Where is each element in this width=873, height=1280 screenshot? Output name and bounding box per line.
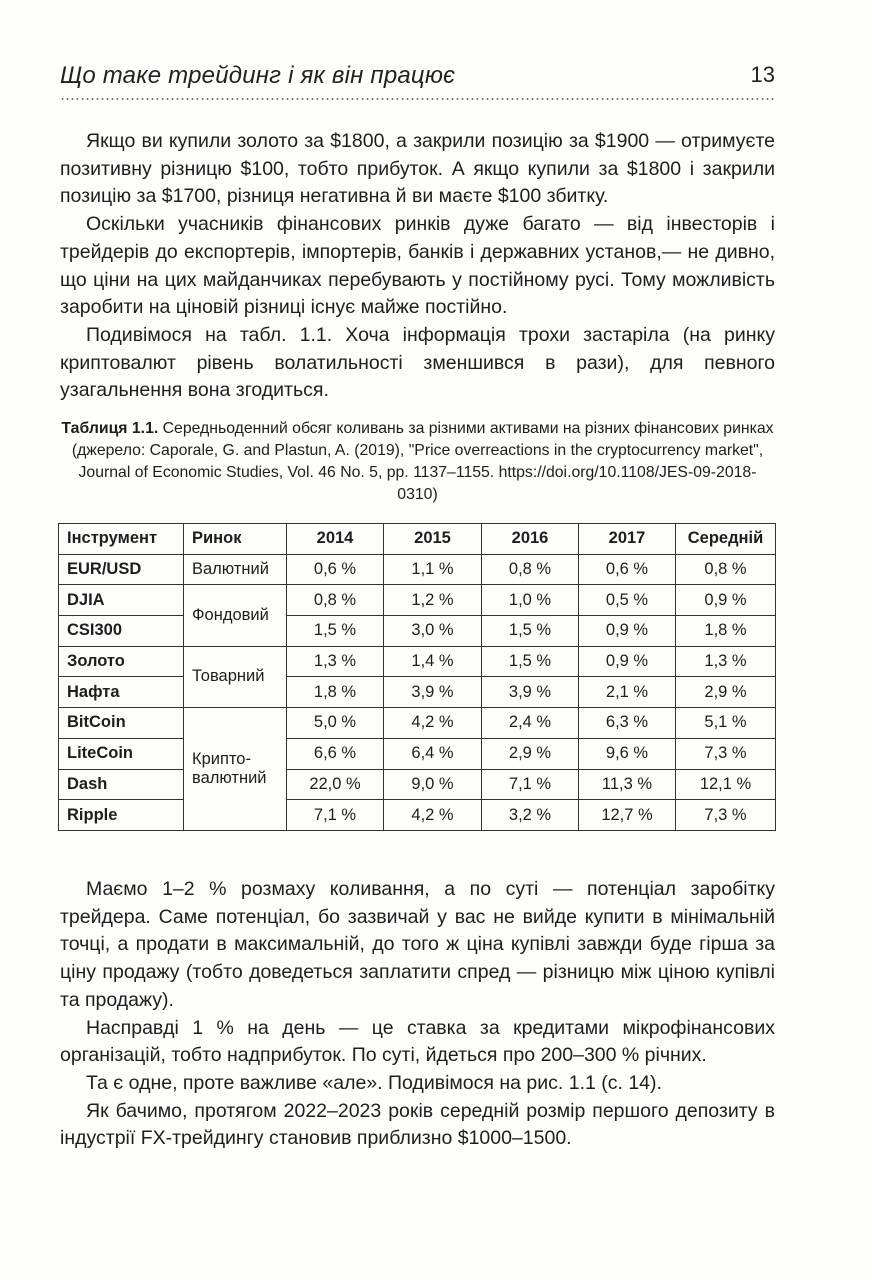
- table-row: [59, 616, 776, 647]
- value-cell: 1,8 %: [287, 677, 384, 708]
- value-cell: 2,4 %: [482, 708, 579, 739]
- value-cell: 7,1 %: [482, 769, 579, 800]
- instrument-cell: Dash: [59, 769, 184, 800]
- value-cell: 22,0 %: [287, 769, 384, 800]
- paragraph: Маємо 1–2 % розмаху коливання, а по суті — потенціал заробітку трейдера. Саме потенціал, бо зазвичай у вас не вийде купити в мінімальній точці, а продати в максимальній, до того ж ціна купівлі завжди буде гірша за ціну продажу (тобто доведеться заплатити спред — різницю між ціною купівлі та продажу).: [60, 878, 775, 1011]
- value-cell: 12,1 %: [676, 769, 776, 800]
- paragraph: Подивімося на табл. 1.1. Хоча інформація трохи застаріла (на ринку криптовалют рівень волатильності зменшився в рази), для певного узагальнення вона згодиться.: [60, 323, 775, 402]
- value-cell: 0,6 %: [287, 554, 384, 585]
- value-cell: 0,9 %: [579, 616, 676, 647]
- value-cell: 2,1 %: [579, 677, 676, 708]
- paragraph: Оскільки учасників фінансових ринків дуже багато — від інвесторів і трейдерів до експортерів, імпортерів, банків і державних установ,— не дивно, що ціни на цих майданчиках перебувають у постійному русі. Тому можливість заробити на ціновій різниці існує майже постійно.: [60, 213, 775, 319]
- dotted-divider: [60, 98, 775, 100]
- paragraph: Якщо ви купили золото за $1800, а закрили позицію за $1900 — отримуєте позитивну різницю $100, тобто прибуток. А якщо купили за $1800 і закрили позицію за $1700, різниця негативна й ви маєте $100 збитку.: [60, 130, 775, 208]
- value-cell: 5,0 %: [287, 708, 384, 739]
- value-cell: 1,2 %: [384, 585, 482, 616]
- value-cell: 7,1 %: [287, 800, 384, 831]
- value-cell: 0,8 %: [482, 554, 579, 585]
- value-cell: 1,1 %: [384, 554, 482, 585]
- table-row: [59, 769, 776, 800]
- table-row: [59, 738, 776, 769]
- instrument-cell: LiteCoin: [59, 738, 184, 769]
- volatility-table: [58, 523, 776, 831]
- column-header-2017: 2017: [579, 524, 676, 555]
- value-cell: 4,2 %: [384, 708, 482, 739]
- market-cell: Валютний: [184, 554, 287, 585]
- paragraph: Як бачимо, протягом 2022–2023 років середній розмір першого депозиту в індустрії FX-трейдингу становив приблизно $1000–1500.: [60, 1099, 775, 1150]
- instrument-cell: EUR/USD: [59, 554, 184, 585]
- value-cell: 0,8 %: [676, 554, 776, 585]
- chapter-title: Що таке трейдинг і як він працює: [60, 62, 456, 89]
- instrument-cell: CSI300: [59, 616, 184, 647]
- value-cell: 5,1 %: [676, 708, 776, 739]
- value-cell: 1,5 %: [482, 646, 579, 677]
- value-cell: 1,0 %: [482, 585, 579, 616]
- table-row: [59, 646, 776, 677]
- value-cell: 1,3 %: [676, 646, 776, 677]
- value-cell: 1,5 %: [287, 616, 384, 647]
- table-row: [59, 800, 776, 831]
- value-cell: 7,3 %: [676, 800, 776, 831]
- paragraph: Та є одне, проте важливе «але». Подивімося на рис. 1.1 (с. 14).: [86, 1071, 662, 1094]
- value-cell: 0,9 %: [676, 585, 776, 616]
- value-cell: 3,0 %: [384, 616, 482, 647]
- value-cell: 9,6 %: [579, 738, 676, 769]
- value-cell: 0,5 %: [579, 585, 676, 616]
- column-header-market: Ринок: [184, 524, 287, 555]
- value-cell: 4,2 %: [384, 800, 482, 831]
- instrument-cell: DJIA: [59, 585, 184, 616]
- value-cell: 0,6 %: [579, 554, 676, 585]
- value-cell: 3,9 %: [384, 677, 482, 708]
- market-cell: Крипто-валютний: [184, 708, 287, 831]
- column-header-2015: 2015: [384, 524, 482, 555]
- market-cell: Фондовий: [184, 585, 287, 646]
- value-cell: 0,8 %: [287, 585, 384, 616]
- value-cell: 11,3 %: [579, 769, 676, 800]
- instrument-cell: Нафта: [59, 677, 184, 708]
- table-caption-text: Середньоденний обсяг коливань за різними активами на різних фінансових ринках (джерело: Caporale, G. and Plastun, A. (2019), "Price overreactions in the cryptocurrency market", Journal of Economic Studies, Vol. 46 No. 5, pp. 1137–1155. https://doi.org/10.1108/JES-09-2018-0310): [71, 420, 774, 503]
- value-cell: 9,0 %: [384, 769, 482, 800]
- value-cell: 0,9 %: [579, 646, 676, 677]
- table-row: [59, 677, 776, 708]
- value-cell: 3,2 %: [482, 800, 579, 831]
- value-cell: 6,4 %: [384, 738, 482, 769]
- value-cell: 1,3 %: [287, 646, 384, 677]
- value-cell: 6,6 %: [287, 738, 384, 769]
- value-cell: 2,9 %: [482, 738, 579, 769]
- table-header-row: [59, 524, 776, 555]
- table-row: [59, 585, 776, 616]
- table-row: [59, 708, 776, 739]
- value-cell: 1,8 %: [676, 616, 776, 647]
- column-header-2014: 2014: [287, 524, 384, 555]
- value-cell: 12,7 %: [579, 800, 676, 831]
- value-cell: 2,9 %: [676, 677, 776, 708]
- value-cell: 6,3 %: [579, 708, 676, 739]
- column-header-average: Середній: [676, 524, 776, 555]
- instrument-cell: Золото: [59, 646, 184, 677]
- value-cell: 1,4 %: [384, 646, 482, 677]
- value-cell: 1,5 %: [482, 616, 579, 647]
- body-text-top: [60, 128, 775, 405]
- table-caption: [60, 418, 775, 506]
- table-row: [59, 554, 776, 585]
- column-header-instrument: Інструмент: [59, 524, 184, 555]
- page-number: 13: [750, 62, 775, 87]
- instrument-cell: BitCoin: [59, 708, 184, 739]
- column-header-2016: 2016: [482, 524, 579, 555]
- value-cell: 7,3 %: [676, 738, 776, 769]
- paragraph: Насправді 1 % на день — це ставка за кредитами мікрофінансових організацій, тобто надприбуток. По суті, йдеться про 200–300 % річних.: [60, 1016, 775, 1067]
- value-cell: 3,9 %: [482, 677, 579, 708]
- table-caption-label: Таблиця 1.1.: [61, 420, 159, 437]
- market-cell: Товарний: [184, 646, 287, 707]
- running-header: [60, 62, 775, 96]
- body-text-bottom: [60, 876, 775, 1153]
- instrument-cell: Ripple: [59, 800, 184, 831]
